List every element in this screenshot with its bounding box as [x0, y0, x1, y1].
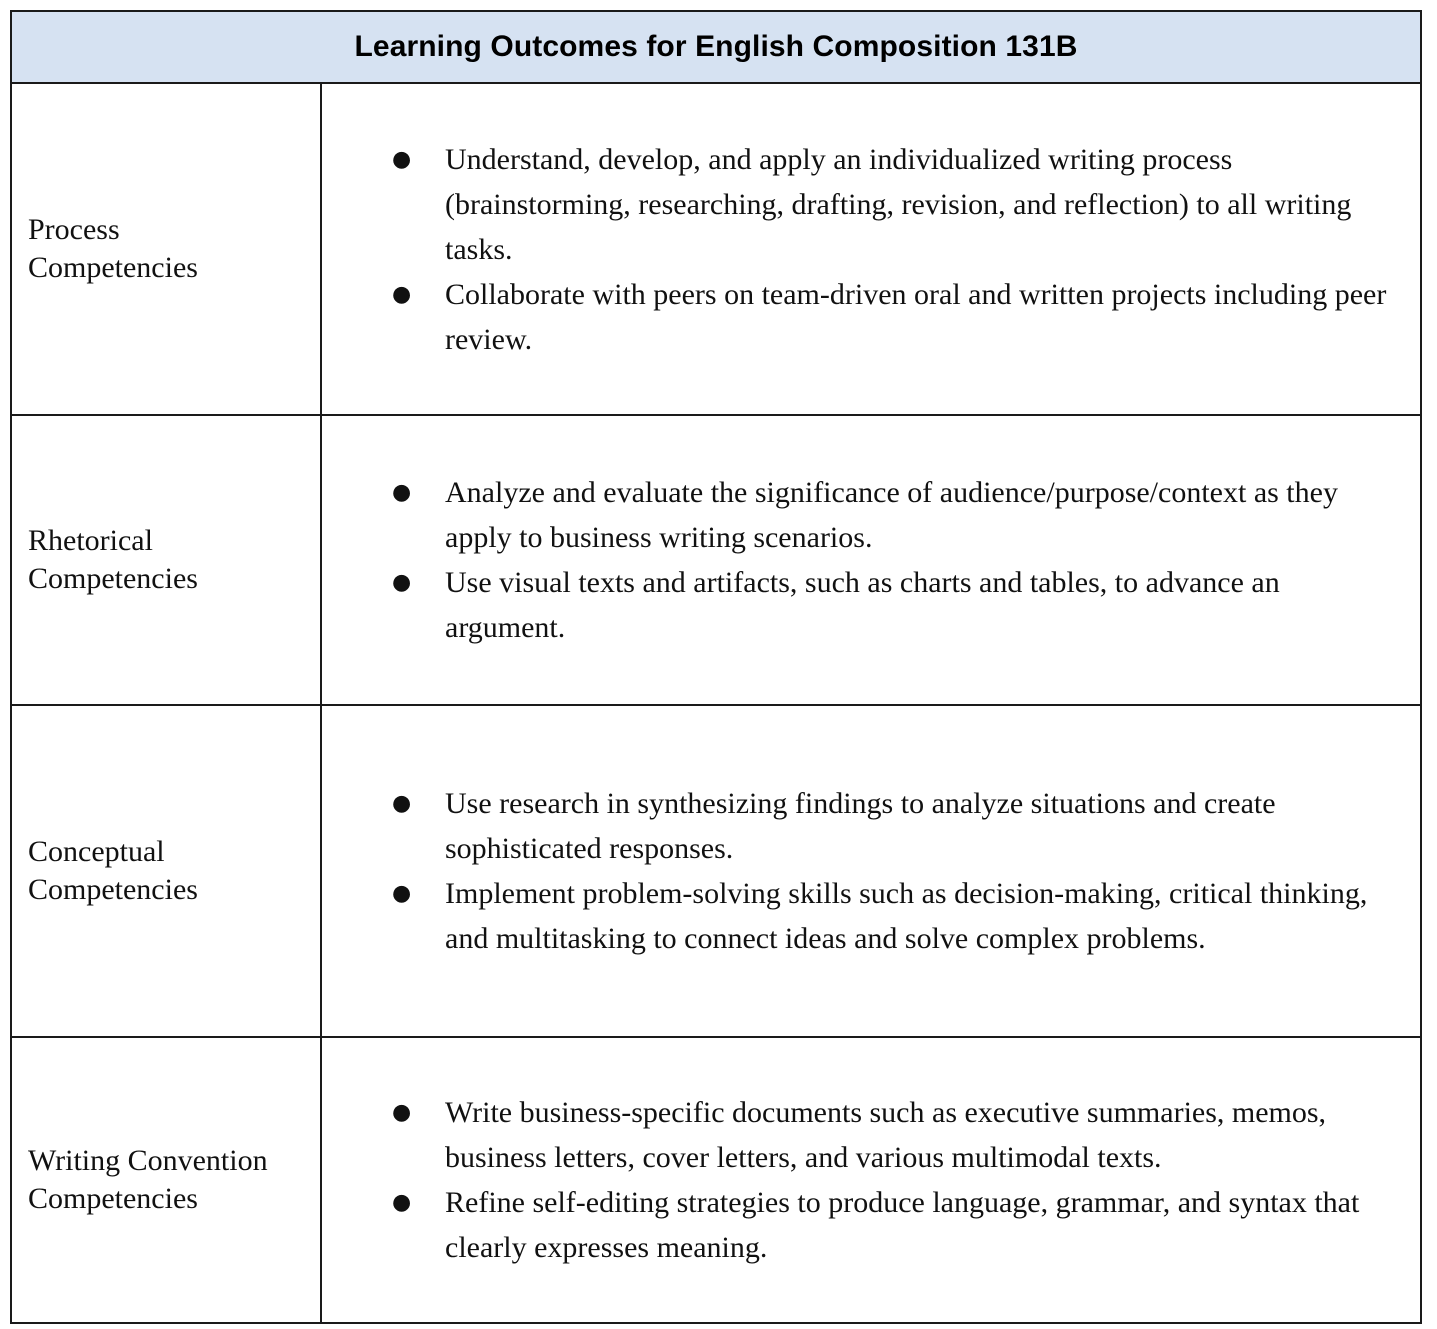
list-item-text: Collaborate with peers on team-driven oral and written projects including peer review. — [445, 277, 1387, 356]
bullet-icon: ● — [392, 791, 412, 816]
outcomes-cell — [321, 705, 1421, 1037]
competency-label-line: Competencies — [28, 251, 198, 284]
list-item-text: Implement problem-solving skills such as decision-making, critical thinking, and multitasking to connect ideas and solve complex problems. — [445, 877, 1368, 955]
list-item-text: Understand, develop, and apply an individualized writing process (brainstorming, researching, drafting, revision, and reflection) to all writing tasks. — [445, 142, 1352, 266]
competency-label-line: Competencies — [28, 562, 198, 595]
outcomes-cell — [321, 83, 1421, 415]
table-row — [11, 83, 1421, 415]
outcomes-list — [322, 781, 1420, 961]
outcomes-cell — [321, 415, 1421, 705]
bullet-icon: ● — [392, 146, 412, 172]
list-item-text: Use visual texts and artifacts, such as charts and tables, to advance an argument. — [445, 566, 1280, 644]
list-item — [322, 1180, 1396, 1270]
table-header-row — [11, 11, 1421, 83]
bullet-icon: ● — [392, 1100, 412, 1125]
bullet-icon: ● — [392, 881, 412, 906]
competency-label-line: Rhetorical — [28, 524, 153, 557]
competency-label-line: Competencies — [28, 873, 198, 906]
list-item — [322, 272, 1396, 362]
competency-label-line: Process — [28, 213, 120, 246]
competency-label — [11, 415, 321, 705]
bullet-icon: ● — [392, 480, 412, 505]
outcomes-list — [322, 1090, 1420, 1270]
list-item-text: Write business-specific documents such as executive summaries, memos, business letters, cover letters, and various multimodal texts. — [445, 1096, 1327, 1174]
table-title: Learning Outcomes for English Composition 131B — [11, 11, 1421, 83]
list-item — [322, 560, 1396, 650]
list-item — [322, 781, 1396, 871]
outcomes-cell — [321, 1037, 1421, 1323]
bullet-icon: ● — [392, 570, 412, 595]
bullet-icon: ● — [392, 1190, 412, 1215]
list-item-text: Refine self-editing strategies to produce language, grammar, and syntax that clearly expresses meaning. — [445, 1186, 1360, 1264]
bullet-icon: ● — [392, 281, 412, 307]
list-item-text: Analyze and evaluate the significance of audience/purpose/context as they apply to business writing scenarios. — [445, 476, 1338, 554]
competency-label-line: Conceptual — [28, 835, 165, 868]
outcomes-list — [322, 470, 1420, 650]
learning-outcomes-table — [10, 10, 1422, 1324]
outcomes-list — [322, 137, 1420, 362]
competency-label — [11, 1037, 321, 1323]
table-row — [11, 1037, 1421, 1323]
list-item-text: Use research in synthesizing findings to analyze situations and create sophisticated responses. — [445, 787, 1276, 865]
list-item — [322, 1090, 1396, 1180]
competency-label — [11, 83, 321, 415]
list-item — [322, 137, 1396, 272]
competency-label — [11, 705, 321, 1037]
competency-label-line: Writing Convention — [28, 1144, 268, 1177]
table-row — [11, 415, 1421, 705]
list-item — [322, 470, 1396, 560]
list-item — [322, 871, 1396, 961]
competency-label-line: Competencies — [28, 1182, 198, 1215]
table-row — [11, 705, 1421, 1037]
